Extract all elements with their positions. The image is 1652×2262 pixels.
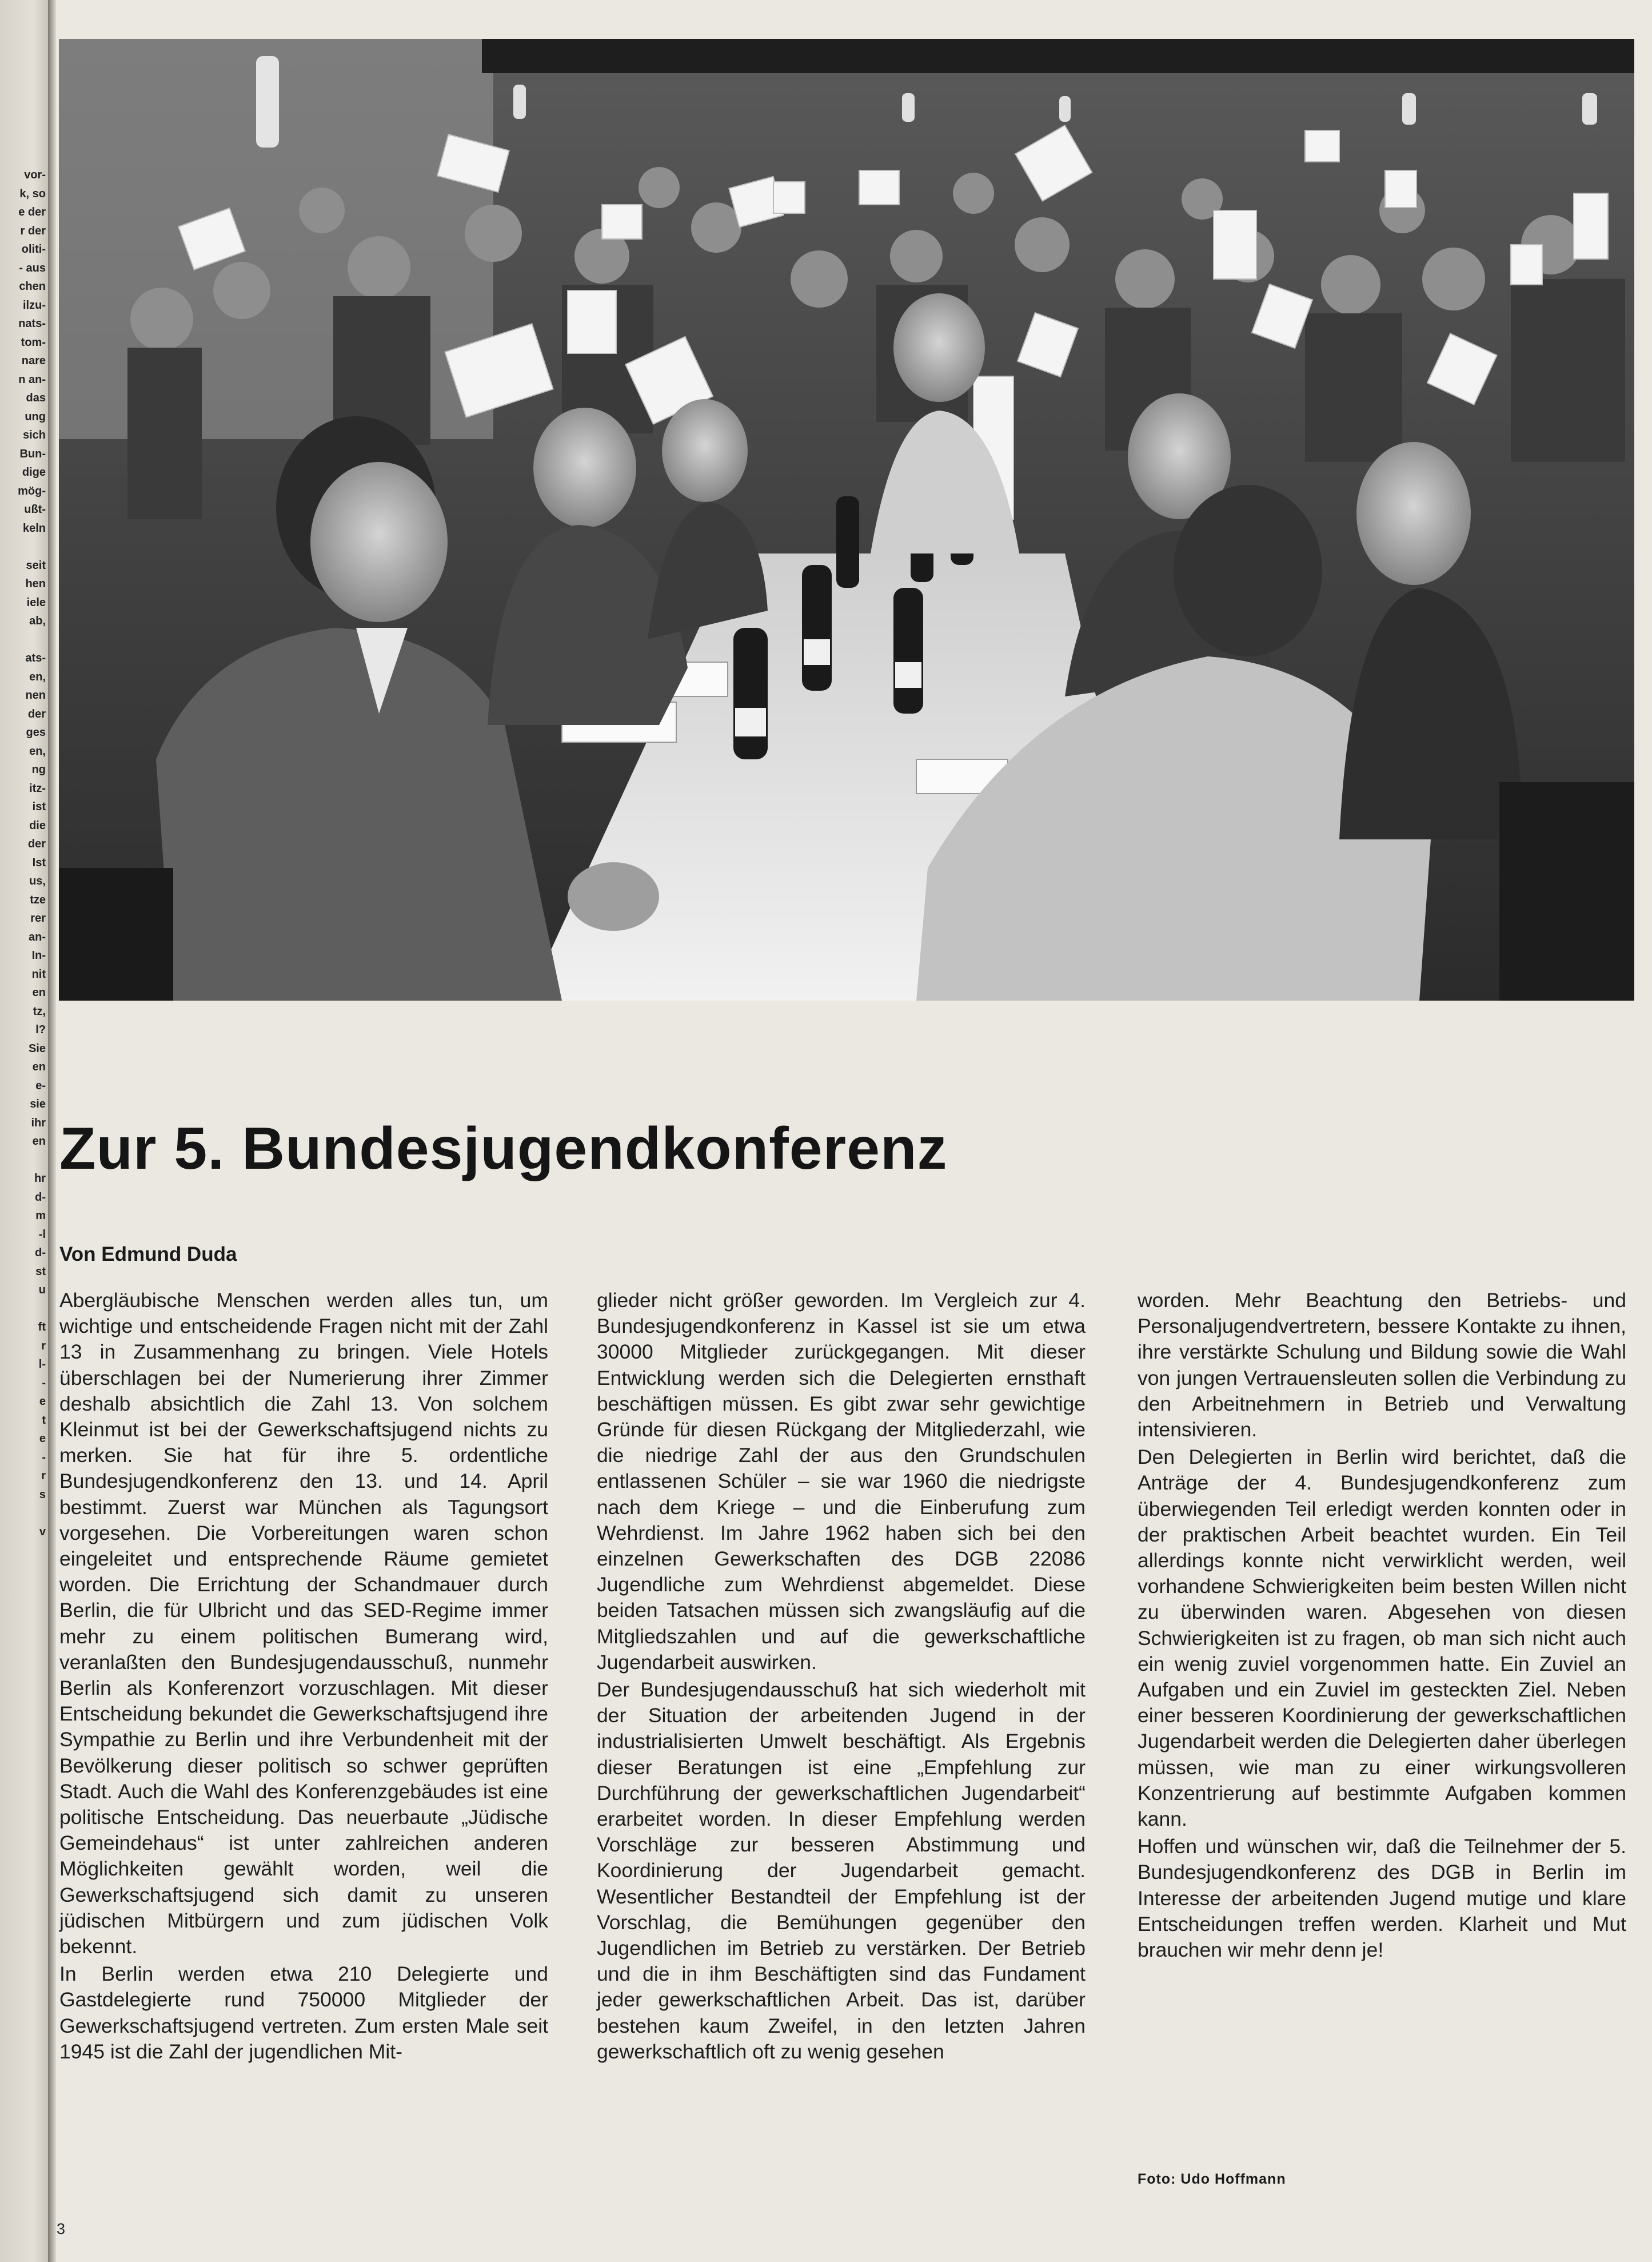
edge-fragment: oliti- — [21, 243, 46, 256]
edge-fragment: tom- — [21, 336, 46, 349]
edge-fragment: en — [32, 986, 46, 999]
edge-fragment: seit — [26, 559, 46, 572]
edge-fragment: e — [39, 1395, 46, 1408]
edge-fragment: itz- — [29, 782, 46, 795]
paragraph: Der Bundesjugendausschuß hat sich wiederholt mit der Situation der arbeitenden Jugend in der industrialisierten Umwelt beschäftigt. Als Ergebnis dieser Beratungen ist eine „Empfehlung zur Durchführung der gewerkschaftlichen Jugendarbeit“ erarbeitet worden. In dieser Empfehlung werden Vorschläge zur besseren Abstimmung und Koordinierung der Jugendarbeit gemacht. Wesentlicher Bestandteil der Empfehlung ist der Vorschlag, die Bemühungen gegenüber den Jugendlichen im Betrieb zu verstärken. Der Betrieb und die in ihm Beschäftigten sind das Fundament jeder gewerkschaftlichen Arbeit. Das ist, darüber bestehen kaum Zweifel, in den letzten Jahren gewerkschaftlich oft zu wenig gesehen — [597, 1678, 1086, 2063]
edge-fragment: r der — [20, 224, 46, 237]
edge-fragment: tze — [30, 893, 46, 906]
edge-fragment: en, — [29, 744, 46, 758]
previous-page-edge — [0, 0, 48, 2262]
edge-fragment: rer — [30, 912, 46, 925]
edge-fragment: l? — [35, 1024, 46, 1036]
paragraph: Den Delegierten in Berlin wird berichtet, daß die Anträge der 4. Bundesjugendkonferenz zum überwiegenden Teil erledigt werden konnten oder in der praktischen Arbeit beachtet wurden. Ein Teil allerdings konnte nicht verwirklicht werden, weil vorhandene Schwierigkeiten beim besten Willen nicht zu überwinden waren. Abgesehen von diesen Schwierigkeiten ist zu fragen, ob man sich nicht auch ein wenig zuviel vorgenommen hatte. Ein Zuviel an Aufgaben und ein Zuviel im gesteckten Ziel. Neben einer besseren Koordinierung der gewerkschaftlichen Jugendarbeit werden die Delegierten daher überlegen müssen, wie man zu einer wirkungsvolleren Konzentrierung auf bestimmte Aufgaben kommen kann. — [1138, 1445, 1626, 1831]
page-gutter — [48, 0, 56, 2262]
edge-fragment: iele — [26, 596, 46, 609]
edge-fragment: ist — [32, 801, 46, 813]
edge-fragment: mög- — [18, 484, 46, 497]
edge-fragment: m — [35, 1209, 46, 1222]
edge-fragment: u — [38, 1284, 46, 1296]
conference-delegates-voting-photo — [59, 39, 1634, 1001]
edge-fragment: nare — [21, 355, 46, 367]
edge-fragment: ihr — [31, 1116, 46, 1129]
paragraph: Hoffen und wünschen wir, daß die Teilnehmer der 5. Bundesjugendkonferenz des DGB in Berlin im Interesse der arbeitenden Jugend mutige und klare Entscheidungen treffen werden. Klarheit und Mut brauchen wir mehr denn je! — [1138, 1835, 1626, 1962]
edge-fragment: sie — [30, 1098, 46, 1110]
paragraph: Abergläubische Menschen werden alles tun, um wichtige und entscheidende Fragen nicht mit der Zahl 13 in Zusammenhang zu bringen. Viele Hotels überschlagen bei der Numerierung ihrer Zimmer deshalb absichtlich die Zahl 13. Von solchem Kleinmut ist bei der Gewerkschaftsjugend nichts zu merken. Sie hat für ihre 5. ordentliche Bundesjugendkonferenz den 13. und 14. April bestimmt. Zuerst war München als Tagungsort vorgesehen. Die Vorbereitungen waren schon eingeleitet und entsprechende Räume gemietet worden. Die Errichtung der Schandmauer durch Berlin, die für Ulbricht und das SED-Regime immer mehr zu einem politischen Bumerang wird, veranlaßten den Bundesjugendausschuß, nunmehr Berlin als Konferenzort vorzuschlagen. Mit dieser Entscheidung bekundet die Gewerkschaftsjugend ihre Sympathie zu Berlin und ihre Verbundenheit mit der Bevölkerung dieser politisch so schwer geprüften Stadt. Auch die Wahl des Konferenzgebäudes ist eine politische Entscheidung. Das neuerbaute „Jüdische Gemeindehaus“ ist unter zahlreichen anderen Möglichkeiten gewählt worden, weil die Gewerkschaftsjugend sich damit zu unseren jüdischen Mitbürgern und zum jüdischen Volk bekennt. — [59, 1289, 548, 1958]
article-column-2 — [597, 1288, 1086, 2066]
edge-fragment: r — [41, 1469, 46, 1482]
edge-fragment: sich — [22, 429, 46, 441]
page-number: 3 — [57, 2220, 66, 2237]
edge-fragment: en, — [29, 670, 46, 683]
edge-fragment: der — [27, 838, 46, 850]
edge-fragment: vor- — [24, 169, 46, 181]
edge-fragment: e — [39, 1432, 46, 1445]
photo-credit: Foto: Udo Hoffmann — [1138, 2171, 1286, 2187]
edge-fragment: tz, — [33, 1005, 46, 1018]
edge-fragment: In- — [31, 949, 46, 962]
edge-fragment: e der — [18, 206, 46, 218]
edge-fragment: ung — [25, 410, 46, 423]
edge-fragment: -l — [38, 1228, 46, 1241]
edge-fragment — [0, 631, 48, 650]
edge-fragment: ilzu- — [23, 298, 46, 312]
edge-fragment: s — [39, 1488, 46, 1501]
article-column-3 — [1138, 1288, 1626, 1965]
edge-fragment: die — [29, 819, 46, 832]
edge-fragment: v — [39, 1525, 46, 1538]
edge-fragment: ges — [26, 726, 46, 739]
edge-fragment: ats- — [25, 652, 46, 664]
edge-fragment: nats- — [18, 317, 46, 330]
edge-fragment — [0, 1151, 48, 1170]
edge-fragment: chen — [19, 280, 46, 293]
edge-fragment: l- — [38, 1358, 46, 1371]
edge-fragment: en — [32, 1061, 46, 1073]
edge-fragment: hr — [34, 1172, 46, 1185]
edge-fragment: en — [32, 1135, 46, 1148]
edge-fragment: d- — [35, 1190, 46, 1204]
edge-fragment: ft — [38, 1321, 46, 1333]
edge-fragment: us, — [29, 875, 46, 887]
edge-fragment: Bun- — [19, 447, 46, 460]
article-column-1 — [59, 1288, 548, 2066]
edge-fragment: - — [42, 1376, 46, 1389]
edge-fragment: d- — [35, 1247, 46, 1259]
paragraph: glieder nicht größer geworden. Im Vergleich zur 4. Bundesjugendkonferenz in Kassel ist sie um etwa 30000 Mitglieder zurückgegangen. Mit dieser Entwicklung werden sich die Delegierten ernsthaft beschäftigen müssen. Es gibt zwar sehr gewichtige Gründe für diesen Rückgang der Mitgliederzahl, wie die niedrige Zahl der aus den Grundschulen entlassenen Schüler – sie war 1960 die niedrigste nach dem Kriege – und die Einberufung zum Wehrdienst. Im Jahre 1962 haben sich bei den einzelnen Gewerkschaften des DGB 22086 Jugendliche zum Wehrdienst abgemeldet. Diese beiden Tatsachen müssen sich zwangsläufig auf die Mitgliedszahlen und auf die gewerkschaftliche Jugendarbeit auswirken. — [597, 1289, 1086, 1674]
article-headline: Zur 5. Bundesjugendkonferenz — [59, 1116, 948, 1182]
edge-fragment: t — [42, 1413, 46, 1427]
conference-photo — [59, 39, 1634, 1001]
edge-fragment: das — [26, 392, 46, 404]
edge-fragment — [0, 1300, 48, 1319]
edge-fragment: e- — [35, 1079, 46, 1092]
edge-fragment: k, so — [19, 187, 46, 200]
edge-fragment: ab, — [29, 615, 46, 627]
edge-fragment: Ist — [32, 856, 46, 869]
edge-fragment: nen — [25, 689, 46, 702]
edge-fragment: an- — [29, 930, 46, 943]
edge-fragment: - — [42, 1451, 46, 1464]
edge-fragment: ußt- — [24, 503, 46, 516]
edge-fragment: nit — [31, 967, 46, 981]
edge-fragment: keln — [22, 521, 46, 535]
edge-fragment: ng — [31, 763, 46, 776]
edge-fragment: der — [27, 707, 46, 720]
edge-fragment — [0, 1504, 48, 1523]
edge-fragment: r — [41, 1339, 46, 1352]
edge-fragment — [0, 537, 48, 556]
edge-fragment: st — [35, 1265, 46, 1278]
edge-fragment: dige — [22, 466, 46, 479]
previous-page-text-fragments — [0, 166, 48, 1541]
paragraph: worden. Mehr Beachtung den Betriebs- und Personaljugendvertretern, bessere Kontakte zu ihnen, ihre verstärkte Schulung und Bildung sowie die Wahl von jungen Vertrauensleuten sollen die Verbindung zu den Arbeitnehmern in Betrieb und Verwaltung intensivieren. — [1138, 1289, 1626, 1441]
edge-fragment: Sie — [28, 1042, 46, 1055]
edge-fragment: n an- — [18, 373, 46, 386]
article-byline: Von Edmund Duda — [59, 1243, 237, 1265]
paragraph: In Berlin werden etwa 210 Delegierte und Gastdelegierte rund 750000 Mitglieder der Gewerkschaftsjugend vertreten. Zum ersten Male seit 1945 ist die Zahl der jugendlichen Mit- — [59, 1962, 548, 2063]
edge-fragment: hen — [25, 578, 46, 590]
edge-fragment: - aus — [19, 261, 46, 274]
